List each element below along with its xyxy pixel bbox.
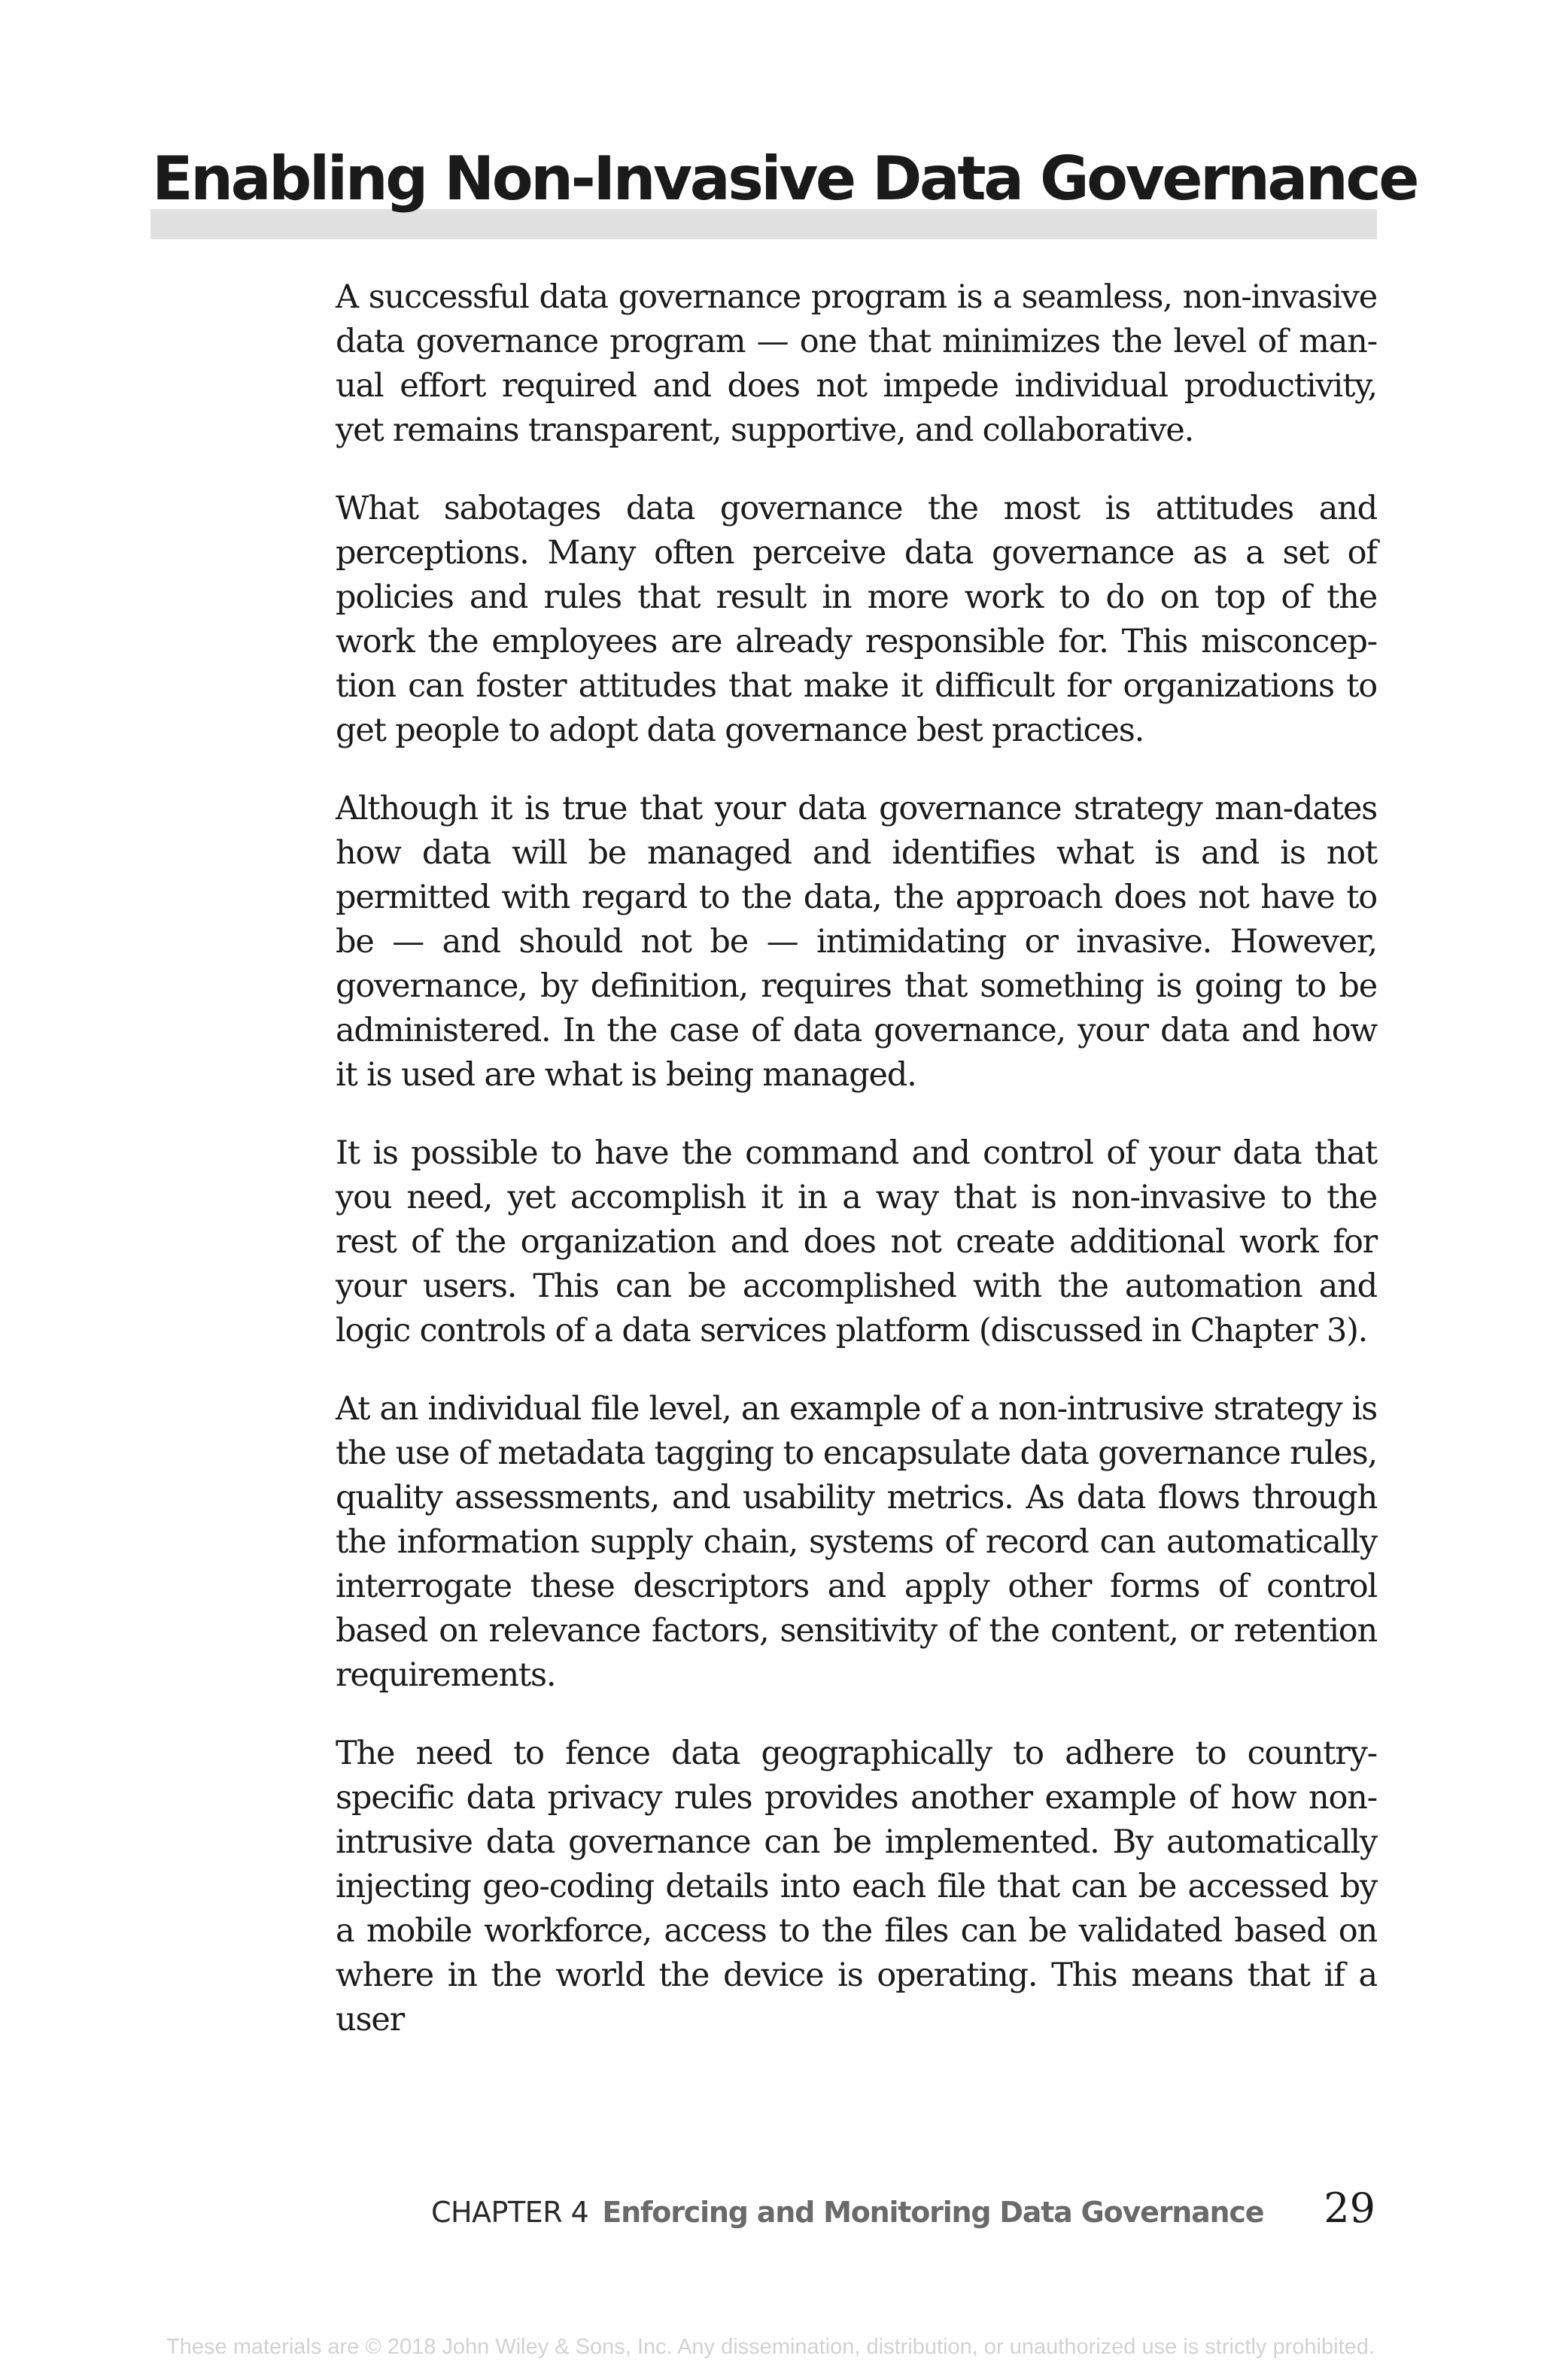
section-heading: Enabling Non-Invasive Data Governance [152,144,1418,214]
chapter-label: CHAPTER 4 [430,2196,589,2229]
heading-underline-band [150,209,1377,239]
paragraph-4: It is possible to have the command and control of your data that you need, yet accomplish it in a way that is non-invasive to the rest of the organization and does not create additional work for your users. This can be accomplished with the automation and logic controls of a data services platform (discussed in Chapter 3). [336,1134,1377,1349]
copyright-notice: These materials are © 2018 John Wiley & Sons, Inc. Any dissemination, distribution, or unauthorized use is strictly prohibited. [166,2335,1375,2359]
body-text [336,275,1377,2042]
paragraph-5: At an individual file level, an example of a non-intrusive strategy is the use of metadata tagging to encapsulate data governance rules, quality assessments, and usability metrics. As data flows through the information supply chain, systems of record can automatically interrogate these descriptors and apply other forms of control based on relevance factors, sensitivity of the content, or retention requirements. [336,1390,1377,1694]
paragraph-3: Although it is true that your data governance strategy man-dates how data will be managed and identifies what is and is not permitted with regard to the data, the approach does not have to be — and should not be — intimidating or invasive. However, governance, by definition, requires that something is going to be administered. In the case of data governance, your data and how it is used are what is being managed. [336,790,1377,1094]
page-number: 29 [1324,2184,1375,2232]
chapter-title: Enforcing and Monitoring Data Governance [602,2196,1264,2229]
paragraph-2: What sabotages data governance the most is attitudes and perceptions. Many often perceive data governance as a set of policies and rules that result in more work to do on top of the work the employees are already responsible for. This misconcep-tion can foster attitudes that make it difficult for organizations to get people to adopt data governance best practices. [336,490,1377,749]
paragraph-6: The need to fence data geographically to adhere to country-specific data privacy rules provides another example of how non-intrusive data governance can be implemented. By automatically injecting geo-coding details into each file that can be accessed by a mobile workforce, access to the files can be validated based on where in the world the device is operating. This means that if a user [336,1735,1377,2038]
paragraph-1: A successful data governance program is a seamless, non-invasive data governance program — one that minimizes the level of man-ual effort required and does not impede individual productivity, yet remains transparent, supportive, and collaborative. [336,278,1377,449]
page-footer [431,2184,1375,2245]
